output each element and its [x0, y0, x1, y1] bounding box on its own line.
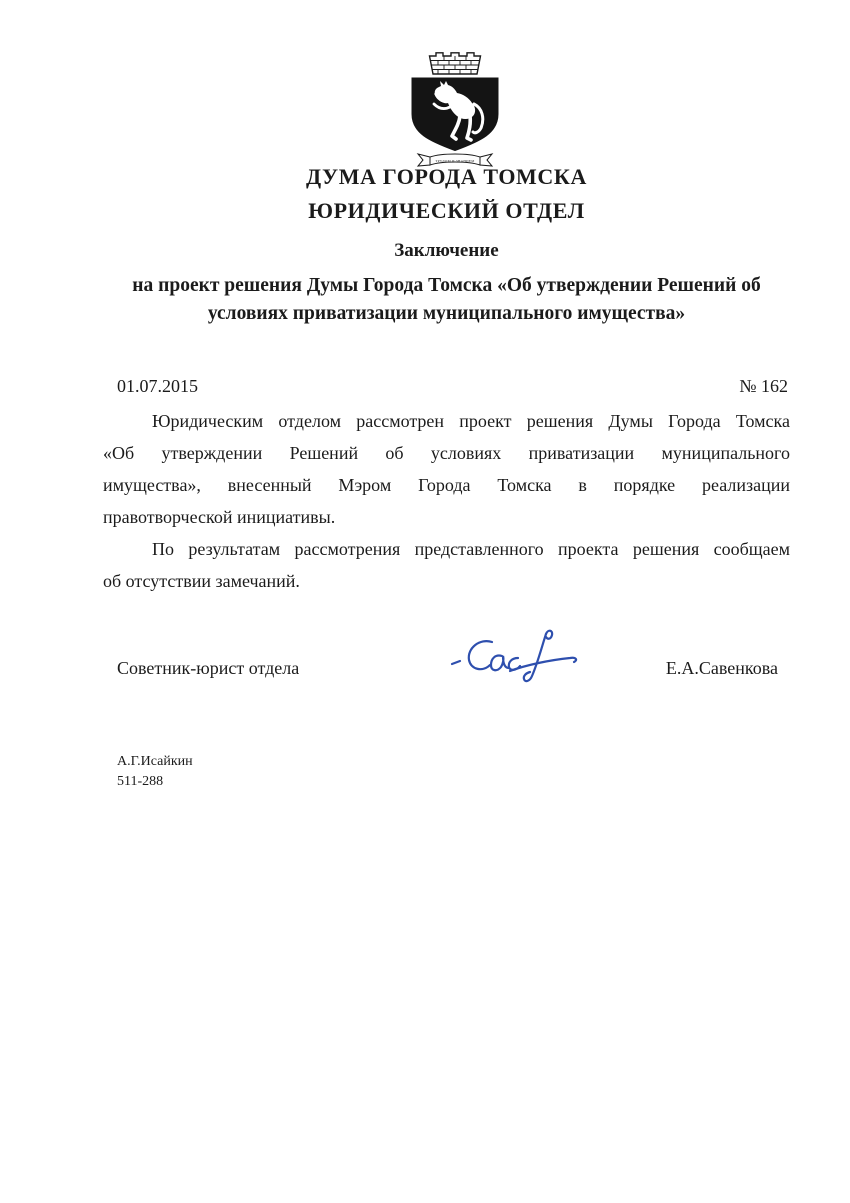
- executor-name: А.Г.Исайкин: [117, 754, 193, 769]
- subject-line-1: на проект решения Думы Города Томска «Об утверждении Решений об: [132, 275, 761, 296]
- document-subject: [103, 272, 790, 328]
- motto-text: ТРУДОМ И ЗНАНИЕМ: [435, 159, 475, 163]
- subject-line-2: условиях приватизации муниципального имущества»: [207, 303, 686, 324]
- document-content: [103, 0, 790, 1203]
- body-line: имущества», внесенный Мэром Города Томска в порядке реализации: [103, 475, 790, 495]
- body-line: об отсутствии замечаний.: [103, 571, 300, 591]
- document-date: 01.07.2015: [117, 376, 198, 396]
- document-body: [103, 405, 790, 597]
- body-line: Юридическим отделом рассмотрен проект решения Думы Города Томска: [152, 411, 790, 431]
- organization-name: ДУМА ГОРОДА ТОМСКА: [306, 164, 587, 189]
- tomsk-coat-of-arms-icon: [400, 52, 510, 170]
- mural-crown-icon: [430, 53, 481, 74]
- body-line: «Об утверждении Решений об условиях приватизации муниципального: [103, 443, 790, 463]
- signer-name: Е.А.Савенкова: [665, 658, 778, 678]
- department-name: ЮРИДИЧЕСКИЙ ОТДЕЛ: [308, 198, 585, 223]
- handwritten-signature: [448, 626, 588, 688]
- body-line: правотворческой инициативы.: [103, 507, 336, 527]
- executor-phone: 511-288: [117, 774, 164, 789]
- shield-with-horse: [412, 78, 498, 151]
- signer-position: Советник-юрист отдела: [117, 658, 300, 678]
- document-number: № 162: [739, 376, 788, 396]
- body-line: По результатам рассмотрения представленного проекта решения сообщаем: [152, 539, 790, 559]
- document-type-title: Заключение: [394, 240, 499, 261]
- meta-row: [117, 374, 788, 398]
- executor-block: [117, 752, 193, 792]
